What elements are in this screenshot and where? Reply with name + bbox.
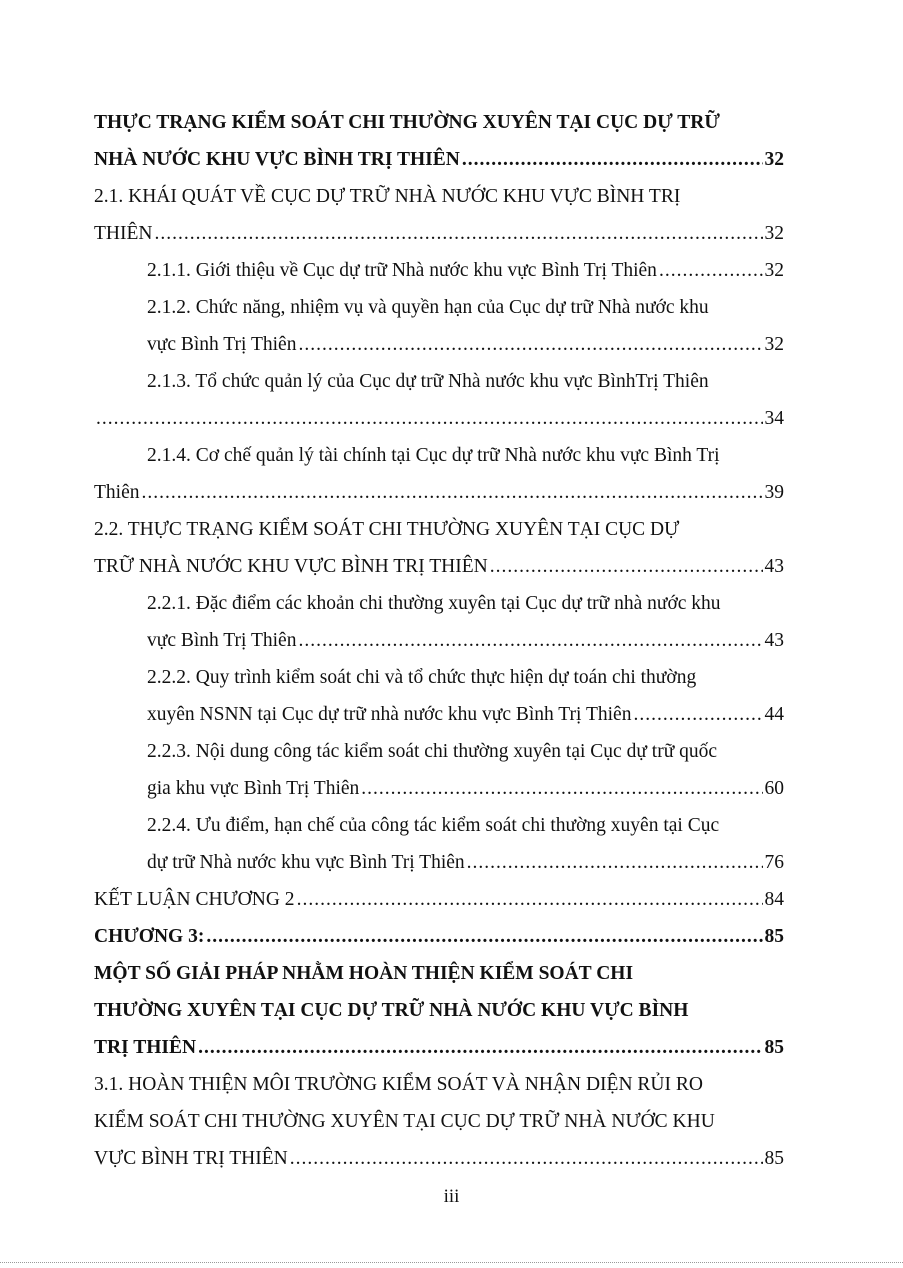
dot-leader	[659, 252, 763, 289]
toc-line	[94, 252, 784, 289]
toc-line	[94, 511, 784, 548]
toc-page-number: 32	[764, 149, 784, 170]
toc-entry-text: 2.2. THỰC TRẠNG KIỂM SOÁT CHI THƯỜNG XUYÊN TẠI CỤC DỰ	[94, 519, 680, 540]
toc-line	[94, 474, 784, 511]
toc-line	[94, 400, 784, 437]
toc-entry-text: THIÊN	[94, 223, 153, 244]
dot-leader	[298, 622, 762, 659]
toc-entry-text: KIỂM SOÁT CHI THƯỜNG XUYÊN TẠI CỤC DỰ TRỮ NHÀ NƯỚC KHU	[94, 1111, 715, 1132]
toc-entry-text: 2.1.4. Cơ chế quản lý tài chính tại Cục dự trữ Nhà nước khu vực Bình Trị	[147, 445, 720, 466]
toc-entry-text: MỘT SỐ GIẢI PHÁP NHẰM HOÀN THIỆN KIỂM SOÁT CHI	[94, 963, 634, 984]
toc-entry-text: vực Bình Trị Thiên	[147, 630, 297, 651]
table-of-contents	[94, 104, 784, 1177]
toc-page-number: 85	[764, 926, 784, 947]
toc-line	[94, 992, 784, 1029]
toc-page-number: 32	[764, 223, 784, 244]
toc-line	[94, 955, 784, 992]
dot-leader	[490, 548, 763, 585]
toc-line	[94, 104, 784, 141]
toc-page-number: 84	[764, 889, 784, 910]
dot-leader	[633, 696, 762, 733]
toc-entry-text: 3.1. HOÀN THIỆN MÔI TRƯỜNG KIỂM SOÁT VÀ NHẬN DIỆN RỦI RO	[94, 1074, 703, 1095]
toc-entry-text: 2.1.3. Tổ chức quản lý của Cục dự trữ Nhà nước khu vực BìnhTrị Thiên	[147, 371, 709, 392]
toc-line	[94, 622, 784, 659]
toc-entry-text: 2.2.3. Nội dung công tác kiểm soát chi thường xuyên tại Cục dự trữ quốc	[147, 741, 718, 762]
toc-page-number: 85	[764, 1148, 784, 1169]
dot-leader	[361, 770, 762, 807]
toc-line	[94, 215, 784, 252]
toc-entry-text: THỰC TRẠNG KIỂM SOÁT CHI THƯỜNG XUYÊN TẠI CỤC DỰ TRỮ	[94, 112, 720, 133]
dot-leader	[467, 844, 763, 881]
toc-line	[94, 141, 784, 178]
toc-entry-text: dự trữ Nhà nước khu vực Bình Trị Thiên	[147, 852, 465, 873]
toc-line	[94, 1103, 784, 1140]
dot-leader	[462, 141, 763, 178]
toc-line	[94, 326, 784, 363]
toc-entry-text: TRỊ THIÊN	[94, 1037, 197, 1058]
toc-line	[94, 585, 784, 622]
toc-page-number: 85	[764, 1037, 784, 1058]
toc-page-number: 32	[764, 260, 784, 281]
toc-line	[94, 770, 784, 807]
toc-line	[94, 696, 784, 733]
toc-entry-text: VỰC BÌNH TRỊ THIÊN	[94, 1148, 288, 1169]
toc-line	[94, 918, 784, 955]
toc-page-number: 60	[764, 778, 784, 799]
toc-line	[94, 1066, 784, 1103]
toc-entry-text: 2.1.1. Giới thiệu về Cục dự trữ Nhà nước khu vực Bình Trị Thiên	[147, 260, 657, 281]
dot-leader	[154, 215, 762, 252]
dot-leader	[206, 918, 762, 955]
toc-entry-text: THƯỜNG XUYÊN TẠI CỤC DỰ TRỮ NHÀ NƯỚC KHU VỰC BÌNH	[94, 1000, 689, 1021]
toc-entry-text: 2.2.4. Ưu điểm, hạn chế của công tác kiểm soát chi thường xuyên tại Cục	[147, 815, 720, 836]
page-number: iii	[443, 1186, 460, 1207]
toc-line	[94, 437, 784, 474]
dot-leader	[297, 881, 763, 918]
toc-page-number: 32	[764, 334, 784, 355]
toc-page-number: 39	[764, 482, 784, 503]
toc-entry-text: 2.1. KHÁI QUÁT VỀ CỤC DỰ TRỮ NHÀ NƯỚC KHU VỰC BÌNH TRỊ	[94, 186, 681, 207]
toc-page-number: 44	[764, 704, 784, 725]
toc-line	[94, 881, 784, 918]
toc-entry-text: gia khu vực Bình Trị Thiên	[147, 778, 360, 799]
toc-line	[94, 807, 784, 844]
toc-page-number: 34	[764, 408, 784, 429]
toc-entry-text: NHÀ NƯỚC KHU VỰC BÌNH TRỊ THIÊN	[94, 149, 460, 170]
toc-page-number: 43	[764, 630, 784, 651]
bottom-rule	[0, 1262, 903, 1264]
dot-leader	[96, 400, 763, 437]
toc-line	[94, 363, 784, 400]
toc-line	[94, 659, 784, 696]
toc-entry-text: KẾT LUẬN CHƯƠNG 2	[94, 889, 295, 910]
toc-entry-text: TRỮ NHÀ NƯỚC KHU VỰC BÌNH TRỊ THIÊN	[94, 556, 488, 577]
toc-line	[94, 548, 784, 585]
dot-leader	[298, 326, 762, 363]
dot-leader	[290, 1140, 763, 1177]
toc-entry-text: vực Bình Trị Thiên	[147, 334, 297, 355]
toc-line	[94, 289, 784, 326]
toc-entry-text: 2.2.2. Quy trình kiểm soát chi và tổ chức thực hiện dự toán chi thường	[147, 667, 697, 688]
dot-leader	[141, 474, 762, 511]
toc-line	[94, 844, 784, 881]
toc-entry-text: Thiên	[94, 482, 140, 503]
toc-entry-text: CHƯƠNG 3:	[94, 926, 205, 947]
toc-line	[94, 1140, 784, 1177]
toc-entry-text: 2.2.1. Đặc điểm các khoản chi thường xuyên tại Cục dự trữ nhà nước khu	[147, 593, 721, 614]
dot-leader	[198, 1029, 762, 1066]
toc-entry-text: xuyên NSNN tại Cục dự trữ nhà nước khu vực Bình Trị Thiên	[147, 704, 632, 725]
toc-line	[94, 733, 784, 770]
toc-line	[94, 178, 784, 215]
toc-line	[94, 1029, 784, 1066]
toc-entry-text: 2.1.2. Chức năng, nhiệm vụ và quyền hạn của Cục dự trữ Nhà nước khu	[147, 297, 709, 318]
toc-page-number: 76	[764, 852, 784, 873]
toc-page-number: 43	[764, 556, 784, 577]
